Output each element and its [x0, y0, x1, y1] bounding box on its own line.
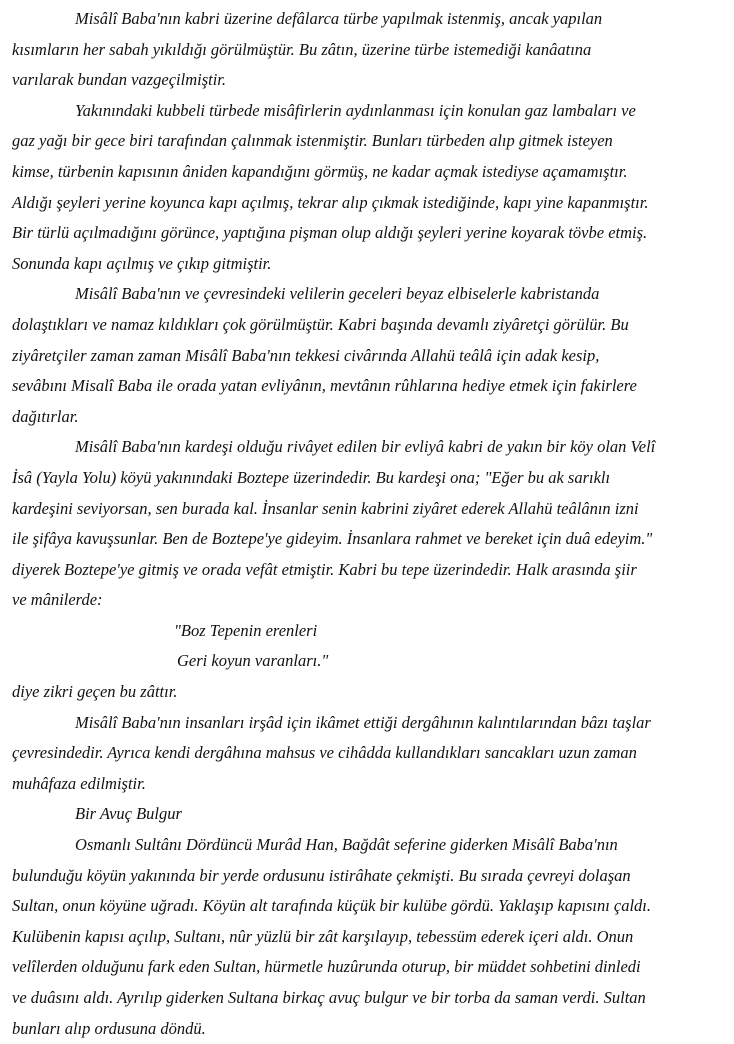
text-line: dolaştıkları ve namaz kıldıkları çok görülmüştür. Kabri başında devamlı ziyâretçi görülür. Bu — [12, 314, 629, 334]
text-line: diye zikri geçen bu zâttır. — [12, 682, 178, 702]
text-line: kimse, türbenin kapısının âniden kapandığını görmüş, ne kadar açmak istediyse açamamıştır. — [12, 161, 628, 181]
text-line: Misâlî Baba'nın kabri üzerine defâlarca türbe yapılmak istenmiş, ancak yapılan — [75, 9, 603, 28]
text-line: Misâlî Baba'nın ve çevresindeki velilerin geceleri beyaz elbiselerle kabristanda — [75, 284, 600, 304]
text-line: kardeşini seviyorsan, sen burada kal. İnsanlar senin kabrini ziyâret ederek Allahü teâlânın izni — [12, 498, 639, 518]
text-line: velîlerden olduğunu fark eden Sultan, hürmetle huzûrunda oturup, bir müddet sohbetini dinledi — [12, 957, 641, 977]
text-line: muhâfaza edilmiştir. — [12, 773, 146, 793]
text-line: diyerek Boztepe'ye gitmiş ve orada vefât etmiştir. Kabri bu tepe üzerindedir. Halk arasında şiir — [12, 559, 637, 579]
text-line: kısımların her sabah yıkıldığı görülmüştür. Bu zâtın, üzerine türbe istemediği kanâatına — [12, 39, 592, 59]
text-line: Sultan, onun köyüne uğradı. Köyün alt tarafında küçük bir kulübe gördü. Yaklaşıp kapısını çaldı. — [12, 896, 652, 916]
text-line: Aldığı şeyleri yerine koyunca kapı açılmış, tekrar alıp çıkmak istediğinde, kapı yine kapanmıştır. — [12, 192, 649, 212]
text-line: ziyâretçiler zaman zaman Misâlî Baba'nın tekkesi civârında Allahü teâlâ için adak kesip, — [12, 345, 600, 365]
text-line: İsâ (Yayla Yolu) köyü yakınındaki Boztepe üzerindedir. Bu kardeşi ona; "Eğer bu ak sarıklı — [12, 467, 611, 487]
text-line: ile şifâya kavuşsunlar. Ben de Boztepe'ye gideyim. İnsanlara rahmet ve bereket için duâ edeyim." — [12, 529, 653, 549]
text-line: Osmanlı Sultânı Dördüncü Murâd Han, Bağdât seferine giderken Misâlî Baba'nın — [75, 835, 618, 855]
text-line: ve mânilerde: — [12, 590, 103, 610]
text-line: Kulübenin kapısı açılıp, Sultanı, nûr yüzlü bir zât karşılayıp, tebessüm ederek içeri aldı. Onun — [12, 926, 634, 946]
text-line: Yakınındaki kubbeli türbede misâfirlerin aydınlanması için konulan gaz lambaları ve — [75, 100, 636, 120]
text-line: varılarak bundan vazgeçilmiştir. — [12, 70, 227, 90]
text-line: Misâlî Baba'nın kardeşi olduğu rivâyet edilen bir evliyâ kabri de yakın bir köy olan Velî — [75, 437, 656, 457]
text-line: Bir türlü açılmadığını görünce, yaptığına pişman olup aldığı şeyleri yerine koyarak tövbe etmiş. — [12, 223, 648, 243]
text-line: sevâbını Misalî Baba ile orada yatan evliyânın, mevtânın rûhlarına hediye etmek için fakirlere — [12, 376, 637, 396]
text-line: Misâlî Baba'nın insanları irşâd için ikâmet ettiği dergâhının kalıntılarından bâzı taşlar — [75, 712, 651, 732]
text-line: bulunduğu köyün yakınında bir yerde ordusunu istirâhate çekmişti. Bu sırada çevreyi dolaşan — [12, 865, 631, 885]
text-line: "Boz Tepenin erenleri — [174, 620, 318, 640]
document-page — [12, 4, 724, 1044]
text-line: ve duâsını aldı. Ayrılıp giderken Sultana birkaç avuç bulgur ve bir torba da saman verdi. Sultan — [12, 988, 646, 1007]
text-line: dağıtırlar. — [12, 406, 79, 426]
text-line: bunları alıp ordusuna döndü. — [12, 1018, 206, 1038]
text-line: çevresindedir. Ayrıca kendi dergâhına mahsus ve cihâdda kullandıkları sancakları uzun zaman — [12, 743, 637, 763]
text-line: Sonunda kapı açılmış ve çıkıp gitmiştir. — [12, 253, 272, 273]
text-line: gaz yağı bir gece biri tarafından çalınmak istenmiştir. Bunları türbeden alıp gitmek isteyen — [12, 131, 613, 151]
text-line: Bir Avuç Bulgur — [75, 804, 182, 824]
text-line: Geri koyun varanları." — [177, 651, 329, 671]
